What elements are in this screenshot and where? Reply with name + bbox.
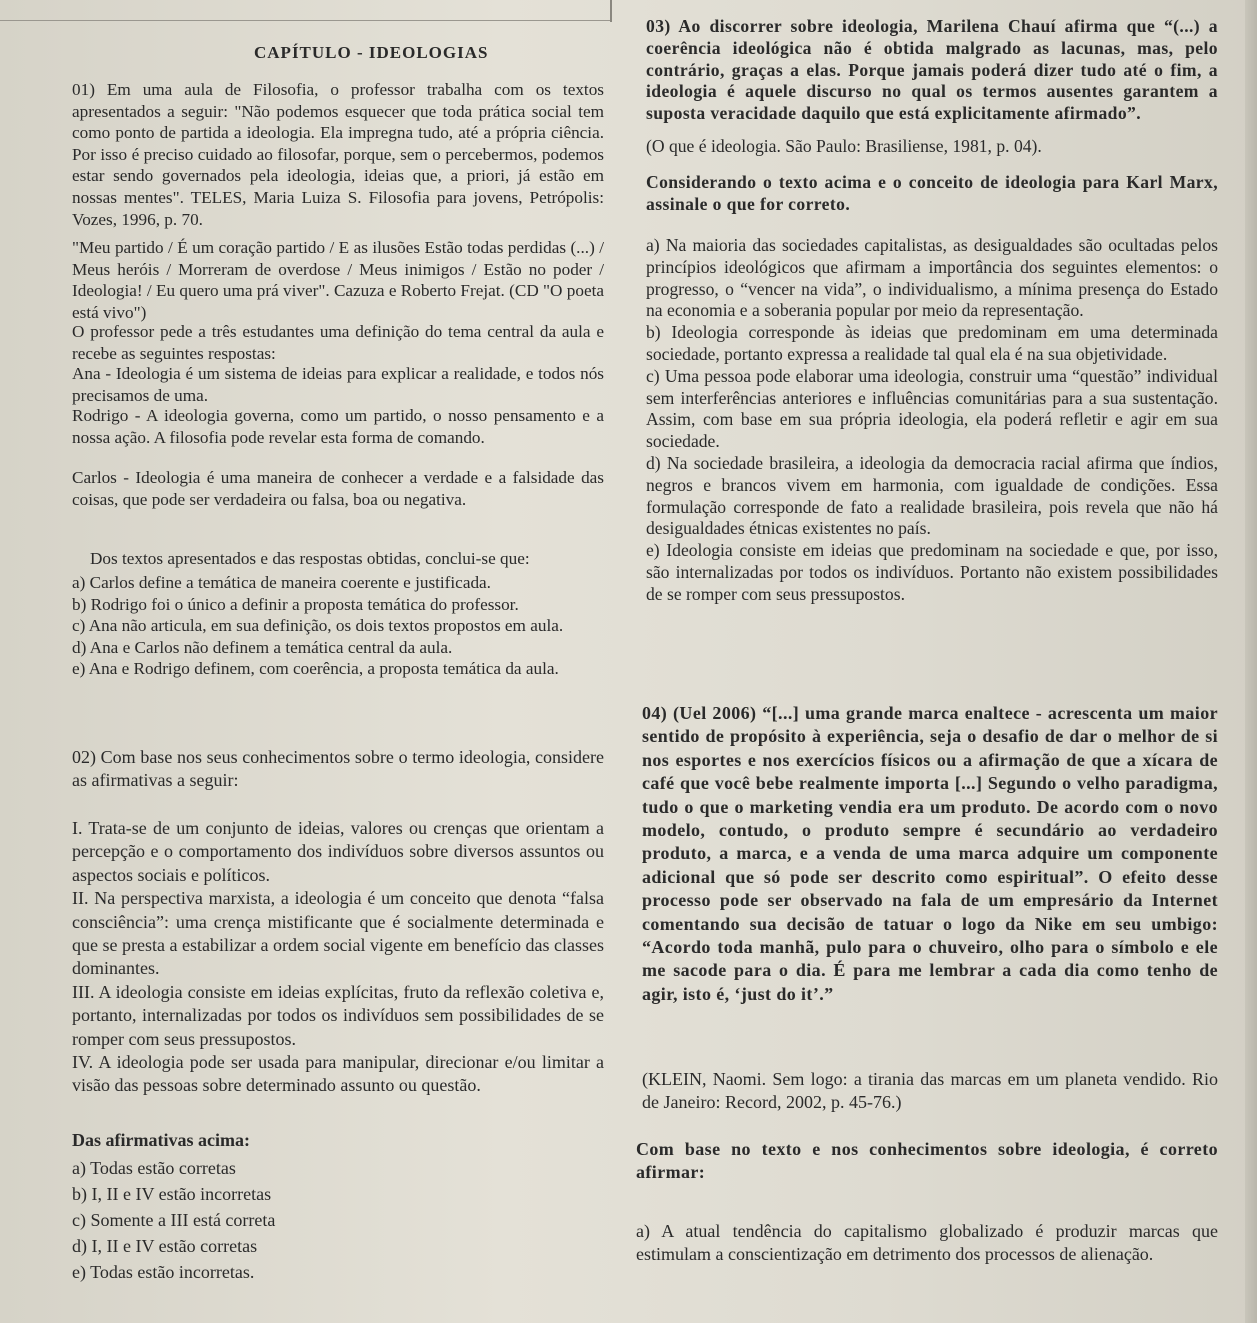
q3-quote: 03) Ao discorrer sobre ideologia, Marilena Chauí afirma que “(...) a coerência ideológica não é obtida malgrado as lacunas, mas, pelo contrário, graças a elas. Porque jamais poderá dizer tudo até o fim, a ideologia é aquele discurso no qual os termos ausentes garantem a suposta veracidade daquilo que está explicitamente afirmado”. [646,16,1218,124]
q3-option-e[interactable]: e) Ideologia consiste em ideias que predominam na sociedade e que, por isso, são internalizadas por todos os indivíduos. Portanto não existem possibilidades de se romper com seus pressupostos. [646,540,1218,604]
q2-option-c[interactable]: c) Somente a III está correta [72,1210,276,1230]
q2-option-e[interactable]: e) Todas estão incorretas. [72,1262,255,1282]
q2-item-3: III. A ideologia consiste em ideias explícitas, fruto da reflexão coletiva e, portanto, internalizadas por todos os indivíduos sem possibilidades de se romper com seus pressupostos. [72,981,604,1049]
q1-options [72,572,604,680]
q3-option-a[interactable]: a) Na maioria das sociedades capitalistas, as desigualdades são ocultadas pelos princípios ideológicos que afirmam a importância dos seguintes elementos: o progresso, o “vencer na vida”, o individualismo, a mínima presença do Estado na economia e a soberania popular por meio da representação. [646,235,1218,321]
q4-options [636,1220,1218,1265]
q4-source: (KLEIN, Naomi. Sem logo: a tirania das marcas em um planeta vendido. Rio de Janeiro: Record, 2002, p. 45-76.) [642,1069,1218,1113]
q1-answer-ana: Ana - Ideologia é um sistema de ideias para explicar a realidade, e todos nós precisamos de uma. [72,364,604,405]
q2-item-2: II. Na perspectiva marxista, a ideologia é um conceito que denota “falsa consciência”: uma crença mistificante que é socialmente determinada e que se presta a estabilizar a ordem social vigente em benefício das classes dominantes. [72,888,604,979]
q3-source: (O que é ideologia. São Paulo: Brasiliense, 1981, p. 04). [646,136,1042,156]
q1-answer-carlos: Carlos - Ideologia é uma maneira de conhecer a verdade e a falsidade das coisas, que pode ser verdadeira ou falsa, boa ou negativa. [72,468,604,509]
q1-prompt: O professor pede a três estudantes uma definição do tema central da aula e recebe as seguintes respostas: [72,322,604,363]
page-edge-shadow [1245,0,1257,1323]
q2-options [72,1155,604,1285]
q1-answer-rodrigo: Rodrigo - A ideologia governa, como um partido, o nosso pensamento e a nossa ação. A filosofia pode revelar esta forma de comando. [72,406,604,447]
fold-mark [610,0,612,22]
q2-stem: 02) Com base nos seus conhecimentos sobre o termo ideologia, considere as afirmativas a seguir: [72,747,604,790]
q4-quote: 04) (Uel 2006) “[...] uma grande marca enaltece - acrescenta um maior sentido de propósito à experiência, seja o desafio de dar o melhor de si nos esportes e nos exercícios físicos ou a afirmação de que a xícara de café que você bebe realmente importa [...] Segundo o velho paradigma, tudo o que o marketing vendia era um produto. De acordo com o novo modelo, contudo, o produto sempre é secundário ao verdadeiro produto, a marca, e a venda de uma marca adquire um componente adicional que só pode ser descrito como espiritual”. O efeito desse processo pode ser observado na fala de um empresário da Internet comentando sua decisão de tatuar o logo da Nike em seu umbigo: “Acordo toda manhã, pulo para o chuveiro, olho para o símbolo e ele me sacode para o dia. É para me lembrar a cada dia como tenho de agir, isto é, ‘just do it’.” [642,703,1218,1004]
q2-label: Das afirmativas acima: [72,1130,250,1150]
q1-option-c[interactable]: c) Ana não articula, em sua definição, os dois textos propostos em aula. [72,616,564,636]
q2-item-1: I. Trata-se de um conjunto de ideias, valores ou crenças que orientam a percepção e o comportamento dos indivíduos sobre diversos assuntos ou aspectos sociais e políticos. [72,818,604,885]
q1-option-e[interactable]: e) Ana e Rodrigo definem, com coerência, a proposta temática da aula. [72,659,559,679]
q2-option-b[interactable]: b) I, II e IV estão incorretas [72,1184,272,1204]
q4-option-a[interactable]: a) A atual tendência do capitalismo globalizado é produzir marcas que estimulam a conscientização em detrimento dos processos de alienação. [636,1221,1218,1264]
q4-stem: Com base no texto e nos conhecimentos sobre ideologia, é correto afirmar: [636,1139,1218,1182]
q1-lyrics: "Meu partido / É um coração partido / E as ilusões Estão todas perdidas (...) / Meus heróis / Morreram de overdose / Meus inimigos / Estão no poder / Ideologia! / Eu quero uma prá viver". Cazuza e Roberto Frejat. (CD "O poeta está vivo") [72,238,604,322]
q3-option-c[interactable]: c) Uma pessoa pode elaborar uma ideologia, construir uma “questão” individual sem interferências anteriores e influências comunitárias para a sua sustentação. Assim, com base em sua própria ideologia, ela poderá refletir e agir em sua sociedade. [646,365,1218,452]
q2-item-4: IV. A ideologia pode ser usada para manipular, direcionar e/ou limitar a visão das pessoas sobre determinado assunto ou questão. [72,1052,604,1096]
q2-items [72,817,604,1098]
q3-options [646,235,1218,606]
q1-stem: Dos textos apresentados e das respostas obtidas, conclui-se que: [90,549,530,568]
q1-intro: 01) Em uma aula de Filosofia, o professor trabalha com os textos apresentados a seguir: "Não podemos esquecer que toda prática social tem como ponto de partida a ideologia. Ela impregna tudo, até a própria ciência. Por isso é preciso cuidado ao filosofar, porque, sem o percebermos, podemos estar sendo governados pela ideologia, ideias que, a priori, já estão em nossas mentes". TELES, Maria Luiza S. Filosofia para jovens, Petrópolis: Vozes, 1996, p. 70. [72,80,604,229]
q3-option-b[interactable]: b) Ideologia corresponde às ideias que predominam em uma determinada sociedade, portanto expressa a realidade tal qual ela é na sua objetividade. [646,322,1218,364]
chapter-title: CAPÍTULO - IDEOLOGIAS [254,43,489,62]
q1-option-d[interactable]: d) Ana e Carlos não definem a temática central da aula. [72,637,453,657]
q2-option-d[interactable]: d) I, II e IV estão corretas [72,1236,258,1256]
q1-option-b[interactable]: b) Rodrigo foi o único a definir a proposta temática do professor. [72,594,519,614]
q2-option-a[interactable]: a) Todas estão corretas [72,1158,236,1178]
q1-option-a[interactable]: a) Carlos define a temática de maneira coerente e justificada. [72,573,491,592]
q3-option-d[interactable]: d) Na sociedade brasileira, a ideologia da democracia racial afirma que índios, negros e brancos vivem em harmonia, com igualdade de condições. Essa formulação corresponde de fato a realidade brasileira, pois revela que não há desigualdades étnicas existentes no país. [646,452,1218,539]
q3-stem: Considerando o texto acima e o conceito de ideologia para Karl Marx, assinale o que for correto. [646,172,1218,214]
top-rule [0,0,610,21]
